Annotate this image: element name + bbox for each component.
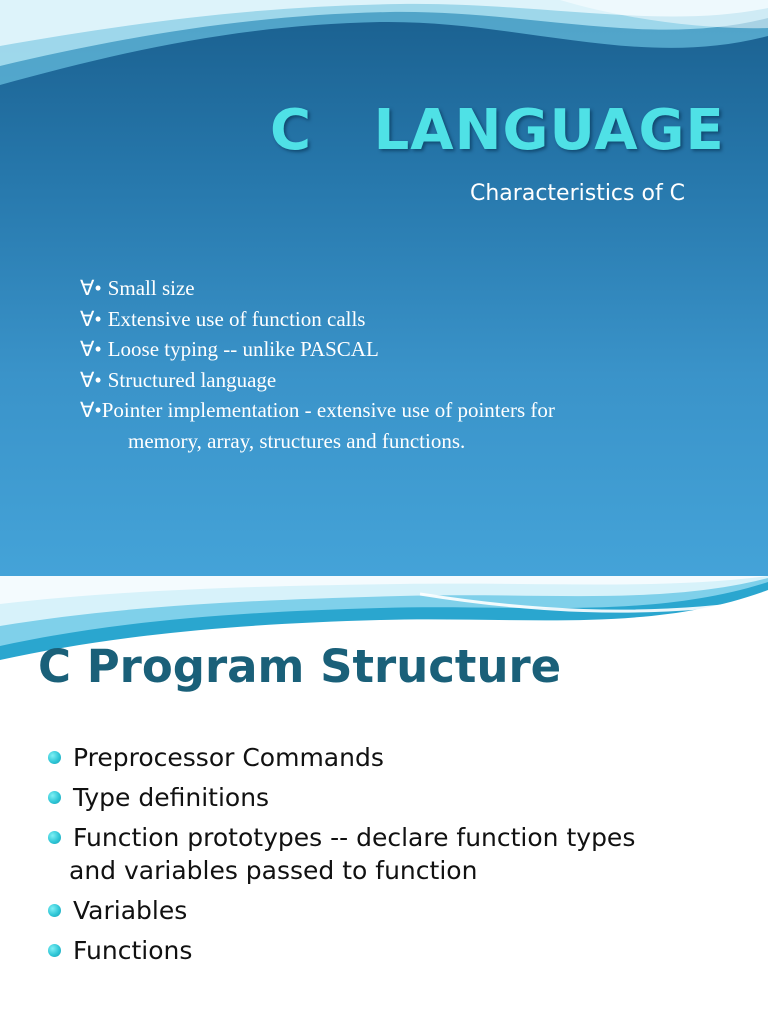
round-bullet-icon: [48, 944, 61, 957]
list-item: Functions: [48, 934, 635, 967]
list-item: Function prototypes -- declare function types and variables passed to function: [48, 821, 635, 887]
slide-title: C Program Structure: [38, 640, 562, 693]
list-item: ∀• Loose typing -- unlike PASCAL: [80, 337, 379, 361]
list-item: ∀• Structured language: [80, 367, 277, 392]
round-bullet-icon: [48, 751, 61, 764]
list-item: Type definitions: [48, 781, 635, 814]
list-item: ∀• Extensive use of function calls: [80, 306, 366, 331]
forall-bullet-icon: ∀•: [80, 337, 102, 361]
wave-decoration: [0, 0, 768, 110]
list-item: Variables: [48, 894, 635, 927]
round-bullet-icon: [48, 791, 61, 804]
characteristics-list: [80, 273, 555, 456]
list-item-continuation: memory, array, structures and functions.: [128, 428, 466, 453]
forall-bullet-icon: ∀•: [80, 306, 102, 331]
forall-bullet-icon: ∀•: [80, 276, 102, 300]
round-bullet-icon: [48, 831, 61, 844]
list-item: ∀•Pointer implementation - extensive use of pointers for: [80, 398, 555, 422]
round-bullet-icon: [48, 904, 61, 917]
structure-list: [48, 741, 635, 974]
slide-program-structure: [0, 576, 768, 1024]
list-item: ∀• Small size: [80, 276, 195, 300]
forall-bullet-icon: ∀•: [80, 398, 102, 422]
slide-title: C LANGUAGE: [270, 98, 725, 163]
forall-bullet-icon: ∀•: [80, 367, 102, 392]
list-item-continuation: and variables passed to function: [69, 856, 478, 885]
list-item: Preprocessor Commands: [48, 741, 635, 774]
slide-subtitle: Characteristics of C: [470, 181, 686, 206]
